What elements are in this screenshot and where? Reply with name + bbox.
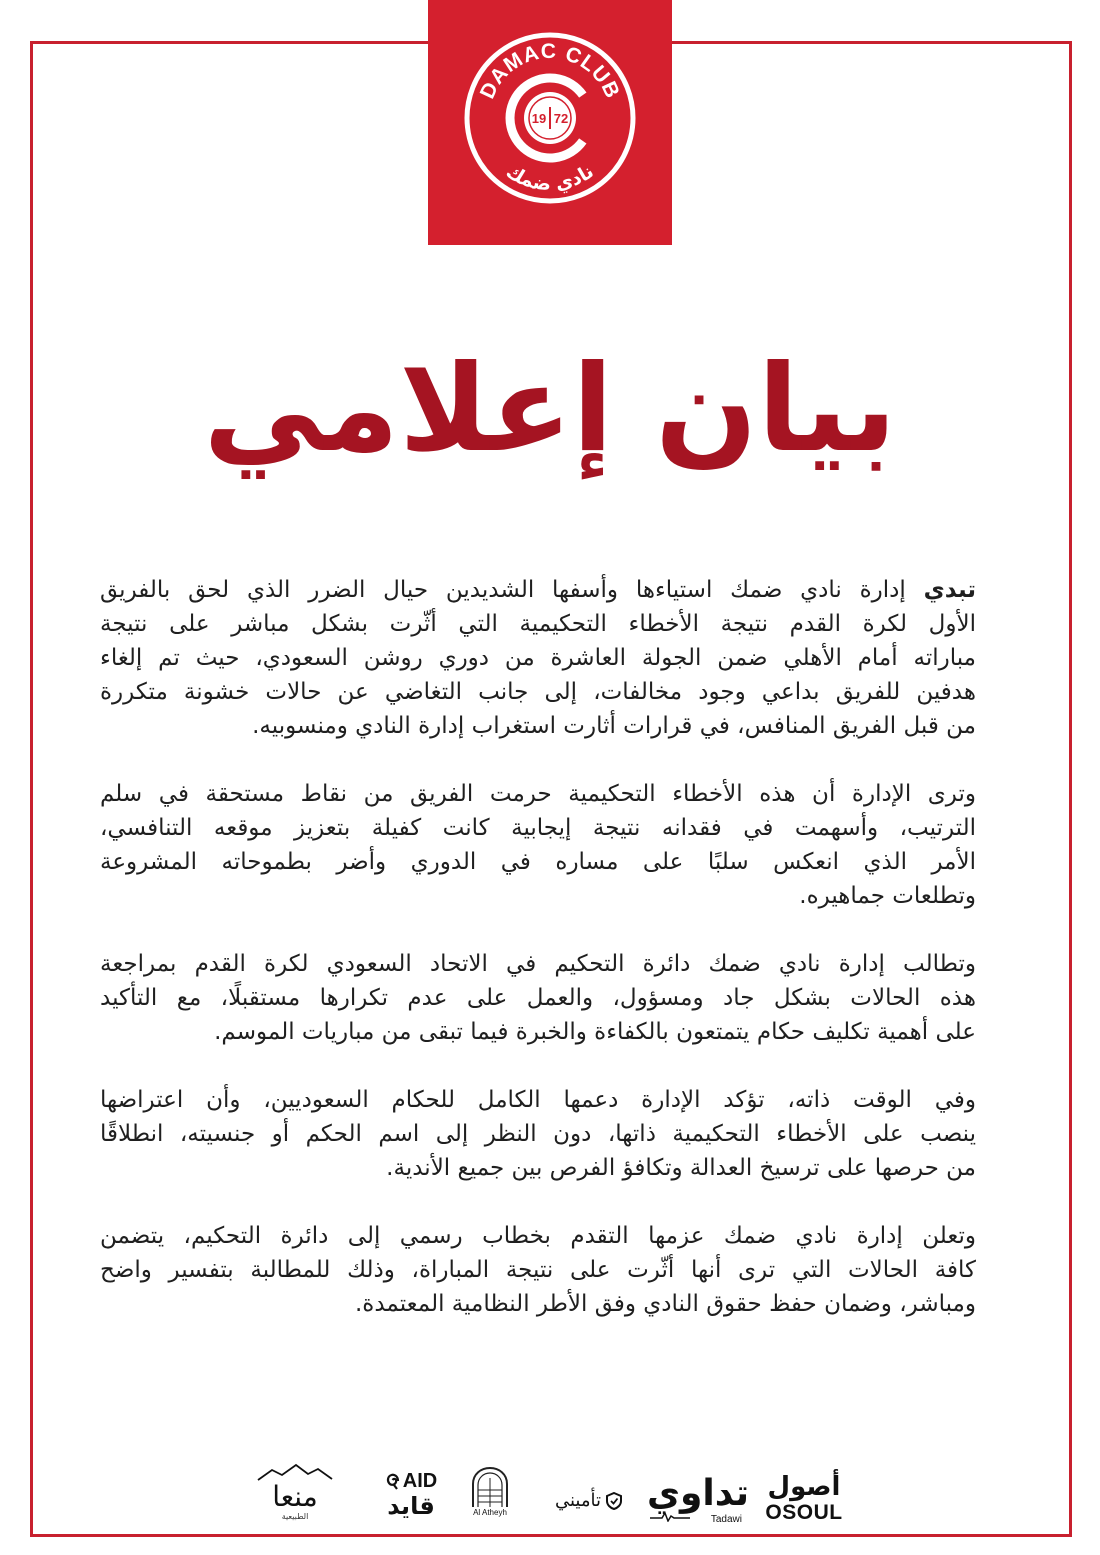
paragraph-line: من حرصها على ترسيخ العدالة وتكافؤ الفرص بين جميع الأندية. xyxy=(386,1155,976,1181)
paragraph-line: وترى الإدارة أن هذه الأخطاء التحكيمية حرمت الفريق من نقاط مستحقة في سلم xyxy=(100,781,976,807)
paragraph-line: على أهمية تكليف حكام يتمتعون بالكفاءة والخبرة فيما تبقى من مباريات الموسم. xyxy=(214,1019,976,1045)
page-frame xyxy=(30,41,1072,1537)
paragraph-line-text: إدارة نادي ضمك استياءها وأسفها الشديدين حيال الضرر الذي لحق بالفريق xyxy=(100,577,906,603)
logo-banner xyxy=(428,0,672,245)
page-title: بيان إعلامي xyxy=(203,340,897,479)
damac-club-logo xyxy=(428,0,672,245)
paragraph-line: هدفين للفريق بداعي وجود مخالفات، إلى جانب التغاضي عن حالات خشونة متكررة xyxy=(100,679,976,705)
manaa-logo-arabic: منعا xyxy=(272,1480,318,1513)
paragraph-line: الترتيب، وأسهمت في فقدانه نتيجة إيجابية كانت كفيلة بتعزيز موقعه التنافسي، xyxy=(100,815,976,841)
paragraph-line: الأول لكرة القدم نتيجة الأخطاء التحكيمية التي أثّرت بشكل مباشر على نتيجة xyxy=(100,611,976,637)
osoul-logo-arabic: أصول xyxy=(767,1472,841,1502)
tameeni-logo-arabic: تأميني xyxy=(554,1490,601,1511)
paragraph-line: وفي الوقت ذاته، تؤكد الإدارة دعمها الكامل للحكام السعوديين، وأن اعتراضها xyxy=(100,1087,976,1113)
paragraph-line: هذه الحالات بشكل جاد ومسؤول، والعمل على عدم تكرارها مستقبلًا، مع التأكيد xyxy=(100,985,976,1011)
tadawi-logo-english: Tadawi xyxy=(710,1514,742,1525)
logo-name-english: DAMAC CLUB xyxy=(475,39,625,103)
osoul-logo-english: OSOUL xyxy=(765,1501,843,1524)
aid-logo-english: AID xyxy=(402,1470,438,1492)
paragraph-line: وتطالب إدارة نادي ضمك دائرة التحكيم في الاتحاد السعودي لكرة القدم بمراجعة xyxy=(100,951,976,977)
aid-logo-arabic: قايد xyxy=(387,1492,435,1520)
paragraph-line: كافة الحالات التي ترى أنها أثّرت على نتيجة المباراة، وذلك للمطالبة بتفسير واضح xyxy=(100,1257,976,1283)
tadawi-logo-arabic: تداوي xyxy=(646,1473,750,1514)
lead-word: تبدي xyxy=(923,577,976,603)
paragraph-line: وتطلعات جماهيره. xyxy=(799,883,976,909)
al-atheyh-logo-english: Al Atheyh xyxy=(473,1508,507,1517)
paragraph-line: من قبل الفريق المنافس، في قرارات أثارت استغراب إدارة النادي ومنسوبيه. xyxy=(252,713,976,739)
paragraph-line: مباراته أمام الأهلي ضمن الجولة العاشرة من دوري روشن السعودي، حيث تم إلغاء xyxy=(100,645,976,671)
svg-text:نادي ضمك xyxy=(502,160,598,196)
logo-year-left: 19 xyxy=(531,111,547,126)
logo-year-right: 72 xyxy=(553,111,569,126)
paragraph-line: ينصب على الأخطاء التحكيمية ذاتها، دون النظر إلى اسم الحكم أو جنسيته، انطلاقًا xyxy=(100,1121,976,1147)
paragraph-line: وتعلن إدارة نادي ضمك عزمها التقدم بخطاب رسمي إلى دائرة التحكيم، يتضمن xyxy=(100,1223,976,1249)
paragraph-line: الأمر الذي انعكس سلبًا على مساره في الدوري وأضر بطموحاته المشروعة xyxy=(100,849,976,875)
manaa-logo-tagline: الطبيعية xyxy=(281,1512,309,1521)
paragraph-line: ومباشر، وضمان حفظ حقوق النادي وفق الأطر النظامية المعتمدة. xyxy=(355,1291,976,1317)
logo-name-arabic: نادي ضمك xyxy=(502,160,598,196)
